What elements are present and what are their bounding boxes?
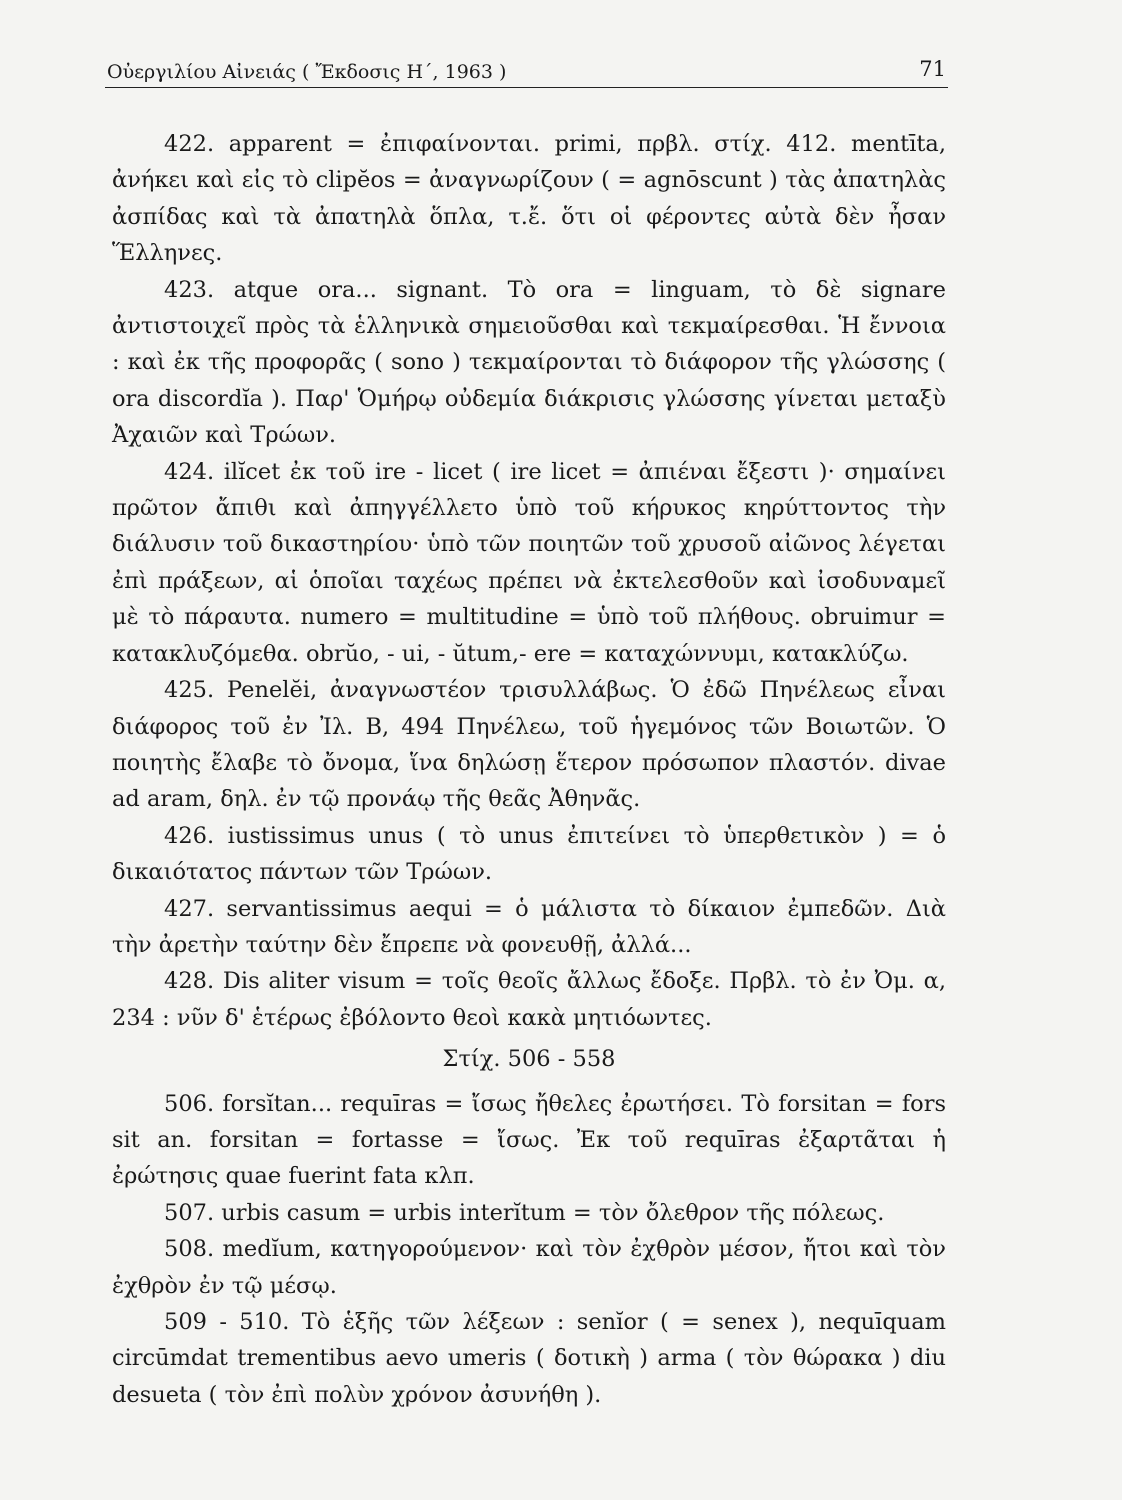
note-509-510: 509 - 510. Τὸ ἑξῆς τῶν λέξεων : senĭor ( = senex ), nequīquam circūmdat trementibus aevo umeris ( δοτικὴ ) arma ( τὸν θώρακα ) diu desueta ( τὸν ἐπὶ πολὺν χρόνον ἀσυνήθη ). bbox=[112, 1309, 946, 1408]
running-header bbox=[105, 55, 948, 88]
note-427: 427. servantissimus aequi = ὁ μάλιστα τὸ δίκαιον ἐμπεδῶν. Διὰ τὴν ἀρετὴν ταύτην δὲν ἔπρεπε νὰ φονευθῇ, ἀλλά... bbox=[112, 895, 946, 958]
note-425: 425. Penelĕi, ἀναγνωστέον τρισυλλάβως. Ὁ ἐδῶ Πηνέλεως εἶναι διάφορος τοῦ ἐν Ἰλ. Β, 494 Πηνέλεω, τοῦ ἡγεμόνος τῶν Βοιωτῶν. Ὁ ποιητὴς ἔλαβε τὸ ὄνομα, ἵνα δηλώσῃ ἕτερον πρόσωπον πλαστόν. divae ad aram, δηλ. ἐν τῷ προνάῳ τῆς θεᾶς Ἀθηνᾶς. bbox=[112, 677, 946, 813]
note-426: 426. iustissimus unus ( τὸ unus ἐπιτείνει τὸ ὑπερθετικὸν ) = ὁ δικαιότατος πάντων τῶν Τρώων. bbox=[112, 822, 946, 886]
page-number: 71 bbox=[919, 57, 946, 81]
note-506: 506. forsĭtan... requīras = ἴσως ἤθελες ἐρωτήσει. Τὸ forsitan = fors sit an. forsitan = fortasse = ἴσως. Ἐκ τοῦ requīras ἐξαρτᾶται ἡ ἐρώτησις quae fuerint fata κλπ. bbox=[112, 1090, 946, 1190]
text-body bbox=[112, 126, 946, 1413]
note-428: 428. Dis aliter visum = τοῖς θεοῖς ἄλλως ἔδοξε. Πρβλ. τὸ ἐν Ὀμ. α, 234 : νῦν δ' ἑτέρως ἐβόλοντο θεοὶ κακὰ μητιόωντες. bbox=[112, 968, 946, 1031]
running-title: Οὐεργιλίου Αἰνειάς ( Ἔκδοσις Η΄, 1963 ) bbox=[107, 61, 507, 83]
note-424: 424. ilĭcet ἐκ τοῦ ire - licet ( ire licet = ἀπιέναι ἔξεστι )· σημαίνει πρῶτον ἄπιθι καὶ ἀπηγγέλλετο ὑπὸ τοῦ κήρυκος κηρύττοντος τὴν διάλυσιν τοῦ δικαστηρίου· ὑπὸ τῶν ποιητῶν τοῦ χρυσοῦ αἰῶνος λέγεται ἐπὶ πράξεων, αἱ ὁποῖαι ταχέως πρέπει νὰ ἐκτελεσθοῦν καὶ ἰσοδυναμεῖ μὲ τὸ πάραυτα. numero = multitudine = ὑπὸ τοῦ πλήθους. obruimur = κατακλυζόμεθα. obrŭo, - ui, - ŭtum,- ere = καταχώννυμι, κατακλύζω. bbox=[112, 458, 946, 667]
note-422: 422. apparent = ἐπιφαίνονται. primi, πρβλ. στίχ. 412. mentīta, ἀνήκει καὶ εἰς τὸ clipĕos = ἀναγνωρίζουν ( = agnōscunt ) τὰς ἀπατηλὰς ἀσπίδας καὶ τὰ ἀπατηλὰ ὅπλα, τ.ἔ. ὅτι οἱ φέροντες αὐτὰ δὲν ἦσαν Ἕλληνες. bbox=[112, 131, 946, 267]
note-423: 423. atque ora... signant. Τὸ ora = linguam, τὸ δὲ signare ἀντιστοιχεῖ πρὸς τὰ ἑλληνικὰ σημειοῦσθαι καὶ τεκμαίρεσθαι. Ἡ ἔννοια : καὶ ἐκ τῆς προφορᾶς ( sono ) τεκμαίρονται τὸ διάφορον τῆς γλώσσης ( ora discordĭa ). Παρ' Ὁμήρῳ οὐδεμία διάκρισις γλώσσης γίνεται μεταξὺ Ἀχαιῶν καὶ Τρώων. bbox=[112, 276, 946, 449]
note-508: 508. medĭum, κατηγορούμενον· καὶ τὸν ἐχθρὸν μέσον, ἤτοι καὶ τὸν ἐχθρὸν ἐν τῷ μέσῳ. bbox=[112, 1236, 946, 1299]
note-507: 507. urbis casum = urbis interĭtum = τὸν ὄλεθρον τῆς πόλεως. bbox=[164, 1199, 885, 1226]
section-heading: Στίχ. 506 - 558 bbox=[442, 1046, 616, 1073]
